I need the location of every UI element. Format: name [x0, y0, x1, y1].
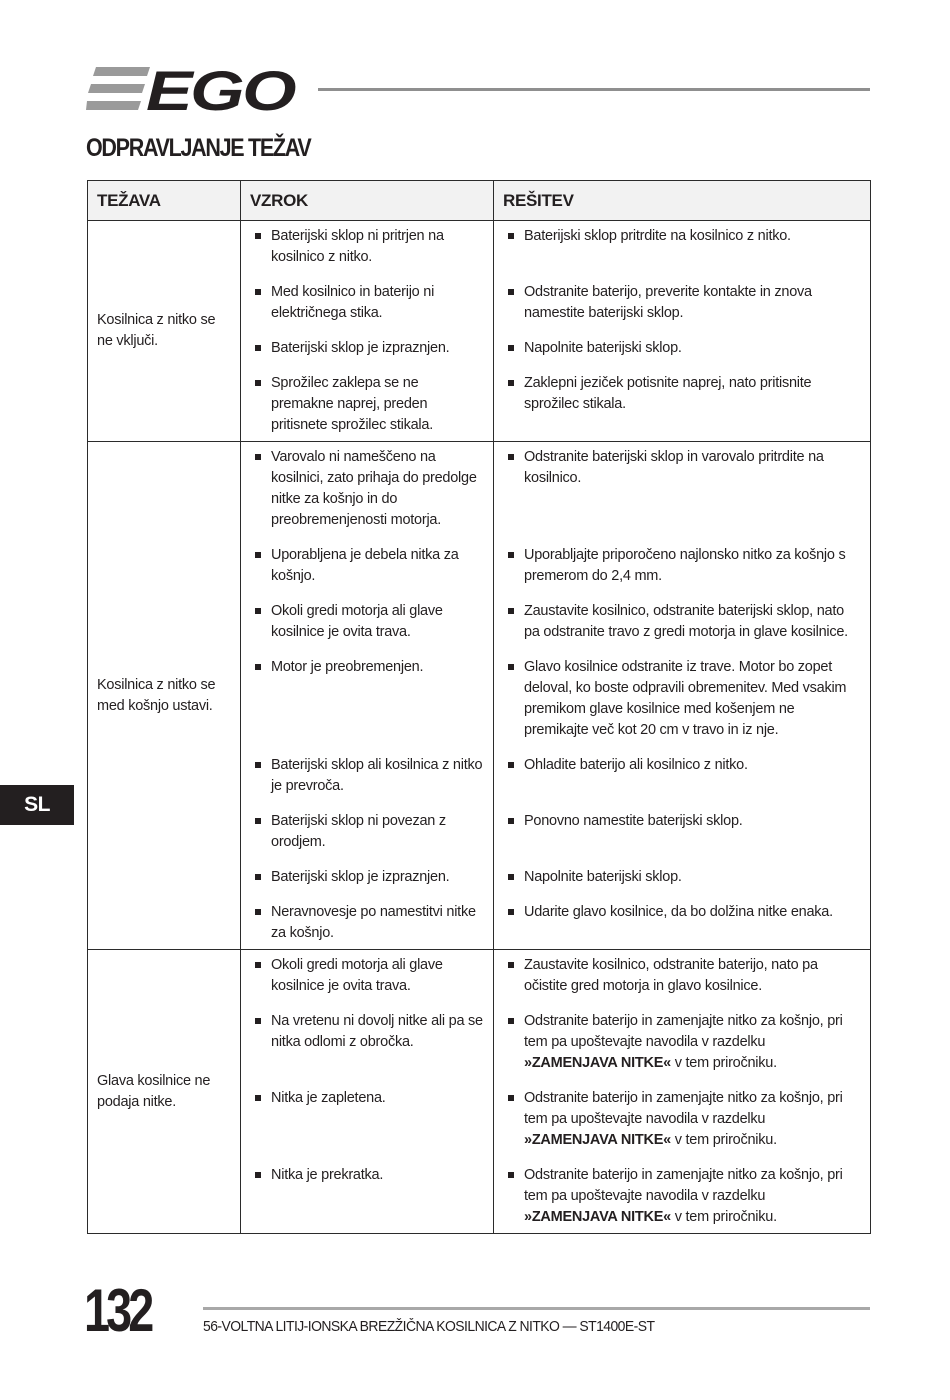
bullet-square-icon [255, 454, 261, 460]
cause-text: Baterijski sklop ni pritrjen na kosilnico z nitko. [271, 228, 444, 265]
header-cause: VZROK [241, 181, 494, 221]
bullet-square-icon [508, 345, 514, 351]
cause-item [250, 955, 484, 997]
solution-item [503, 226, 861, 268]
cause-item [250, 902, 484, 944]
cause-item [250, 226, 484, 268]
solution-text: Ohladite baterijo ali kosilnico z nitko. [524, 757, 748, 773]
bullet-square-icon [508, 762, 514, 768]
bullet-square-icon [508, 454, 514, 460]
solution-text: Napolnite baterijski sklop. [524, 340, 682, 356]
solution-text: v tem priročniku. [670, 1055, 777, 1071]
cause-text: Motor je preobremenjen. [271, 659, 424, 675]
cause-text: Baterijski sklop je izpraznjen. [271, 340, 450, 356]
bullet-square-icon [255, 909, 261, 915]
bullet-square-icon [508, 608, 514, 614]
bullet-square-icon [255, 552, 261, 558]
troubleshooting-table [87, 180, 871, 1234]
bullet-square-icon [508, 962, 514, 968]
bullet-square-icon [508, 552, 514, 558]
bullet-square-icon [255, 345, 261, 351]
solution-text: Odstranite baterijo in zamenjajte nitko za košnjo, pri tem pa upoštevajte navodila v razdelku [524, 1013, 843, 1050]
section-reference: »ZAMENJAVA NITKE« [524, 1055, 671, 1071]
cause-item [250, 811, 484, 853]
solution-text: Uporabljajte priporočeno najlonsko nitko za košnjo s premerom do 2,4 mm. [524, 547, 846, 584]
bullet-square-icon [255, 874, 261, 880]
problem-cell: Kosilnica z nitko se med košnjo ustavi. [88, 442, 241, 950]
footer-rule [203, 1307, 870, 1310]
bullet-square-icon [255, 289, 261, 295]
problem-cell: Kosilnica z nitko se ne vključi. [88, 221, 241, 442]
cause-item [250, 657, 484, 741]
cause-item [250, 282, 484, 324]
cause-text: Neravnovesje po namestitvi nitke za košnjo. [271, 904, 476, 941]
cause-item [250, 1011, 484, 1074]
solution-text: Odstranite baterijski sklop in varovalo pritrdite na kosilnico. [524, 449, 824, 486]
cause-text: Baterijski sklop je izpraznjen. [271, 869, 450, 885]
cause-text: Baterijski sklop ni povezan z orodjem. [271, 813, 446, 850]
cause-text: Sprožilec zaklepa se ne premakne naprej, preden pritisnete sprožilec stikala. [271, 375, 433, 433]
table-row [88, 221, 871, 442]
solution-item [503, 1165, 861, 1228]
bullet-square-icon [508, 1095, 514, 1101]
ego-logo [86, 64, 298, 114]
cause-cell [241, 442, 494, 950]
bullet-square-icon [255, 664, 261, 670]
bullet-square-icon [508, 909, 514, 915]
bullet-square-icon [255, 608, 261, 614]
bullet-square-icon [508, 1172, 514, 1178]
solution-text: Ponovno namestite baterijski sklop. [524, 813, 743, 829]
cause-text: Varovalo ni nameščeno na kosilnici, zato prihaja do predolge nitke za košnjo in do preobremenjenosti motorja. [271, 449, 477, 528]
solution-item [503, 755, 861, 797]
cause-text: Uporabljena je debela nitka za košnjo. [271, 547, 459, 584]
cause-text: Okoli gredi motorja ali glave kosilnice je ovita trava. [271, 603, 443, 640]
solution-text: v tem priročniku. [670, 1132, 777, 1148]
solution-item [503, 447, 861, 531]
page-number: 132 [84, 1277, 151, 1344]
bullet-square-icon [255, 1018, 261, 1024]
solution-text: Baterijski sklop pritrdite na kosilnico z nitko. [524, 228, 791, 244]
language-tab: SL [0, 785, 74, 825]
solution-text: Napolnite baterijski sklop. [524, 869, 682, 885]
page-title: ODPRAVLJANJE TEŽAV [86, 134, 311, 162]
cause-item [250, 601, 484, 643]
solution-item [503, 338, 861, 359]
cause-text: Nitka je zapletena. [271, 1090, 386, 1106]
cause-item [250, 755, 484, 797]
solution-item [503, 811, 861, 853]
bullet-square-icon [255, 962, 261, 968]
solution-text: Udarite glavo kosilnice, da bo dolžina nitke enaka. [524, 904, 833, 920]
bullet-square-icon [255, 1172, 261, 1178]
cause-item [250, 373, 484, 436]
problem-cell: Glava kosilnice ne podaja nitke. [88, 950, 241, 1234]
section-reference: »ZAMENJAVA NITKE« [524, 1132, 671, 1148]
bullet-square-icon [508, 1018, 514, 1024]
cause-text: Nitka je prekratka. [271, 1167, 384, 1183]
bullet-square-icon [508, 380, 514, 386]
bullet-square-icon [508, 874, 514, 880]
table-header-row [88, 181, 871, 221]
solution-text: v tem priročniku. [670, 1209, 777, 1225]
solution-text: Odstranite baterijo in zamenjajte nitko za košnjo, pri tem pa upoštevajte navodila v razdelku [524, 1167, 843, 1204]
bullet-square-icon [508, 233, 514, 239]
cause-text: Okoli gredi motorja ali glave kosilnice je ovita trava. [271, 957, 443, 994]
solution-text: Glavo kosilnice odstranite iz trave. Motor bo zopet deloval, ko boste odpravili obremenitev. Med vsakim premikom glave kosilnice med košenjem ne premikajte več kot 20 cm v travo in iz nje. [524, 659, 847, 738]
cause-cell [241, 221, 494, 442]
solution-text: Zaustavite kosilnico, odstranite baterijski sklop, nato pa odstranite travo z gredi motorja in glave kosilnice. [524, 603, 848, 640]
bullet-square-icon [508, 664, 514, 670]
solution-item [503, 545, 861, 587]
header-rule [318, 88, 870, 91]
cause-item [250, 867, 484, 888]
solution-item [503, 867, 861, 888]
solution-item [503, 657, 861, 741]
cause-item [250, 338, 484, 359]
bullet-square-icon [255, 233, 261, 239]
cause-item [250, 1165, 484, 1228]
solution-text: Zaustavite kosilnico, odstranite baterijo, nato pa očistite gred motorja in glavo kosilnice. [524, 957, 818, 994]
bullet-square-icon [255, 818, 261, 824]
bullet-square-icon [255, 762, 261, 768]
solution-text: Odstranite baterijo in zamenjajte nitko za košnjo, pri tem pa upoštevajte navodila v razdelku [524, 1090, 843, 1127]
solution-item [503, 373, 861, 436]
cause-text: Na vretenu ni dovolj nitke ali pa se nitka odlomi z obročka. [271, 1013, 483, 1050]
solution-item [503, 1088, 861, 1151]
footer-text: 56-VOLTNA LITIJ-IONSKA BREZŽIČNA KOSILNICA Z NITKO — ST1400E-ST [203, 1318, 655, 1335]
solution-text: Zaklepni jeziček potisnite naprej, nato pritisnite sprožilec stikala. [524, 375, 812, 412]
solution-item [503, 1011, 861, 1074]
cause-cell [241, 950, 494, 1234]
bullet-square-icon [508, 289, 514, 295]
header-problem: TEŽAVA [88, 181, 241, 221]
solution-text: Odstranite baterijo, preverite kontakte in znova namestite baterijski sklop. [524, 284, 812, 321]
cause-item [250, 545, 484, 587]
solution-item [503, 282, 861, 324]
solution-item [503, 601, 861, 643]
cause-item [250, 447, 484, 531]
solution-cell [494, 221, 871, 442]
section-reference: »ZAMENJAVA NITKE« [524, 1209, 671, 1225]
solution-cell [494, 950, 871, 1234]
header-solution: REŠITEV [494, 181, 871, 221]
logo-wordmark: EGO [146, 64, 296, 114]
cause-text: Baterijski sklop ali kosilnica z nitko je prevroča. [271, 757, 483, 794]
solution-item [503, 902, 861, 944]
solution-cell [494, 442, 871, 950]
bullet-square-icon [508, 818, 514, 824]
solution-item [503, 955, 861, 997]
bullet-square-icon [255, 1095, 261, 1101]
table-row [88, 950, 871, 1234]
table-row [88, 442, 871, 950]
cause-item [250, 1088, 484, 1151]
cause-text: Med kosilnico in baterijo ni električnega stika. [271, 284, 435, 321]
bullet-square-icon [255, 380, 261, 386]
